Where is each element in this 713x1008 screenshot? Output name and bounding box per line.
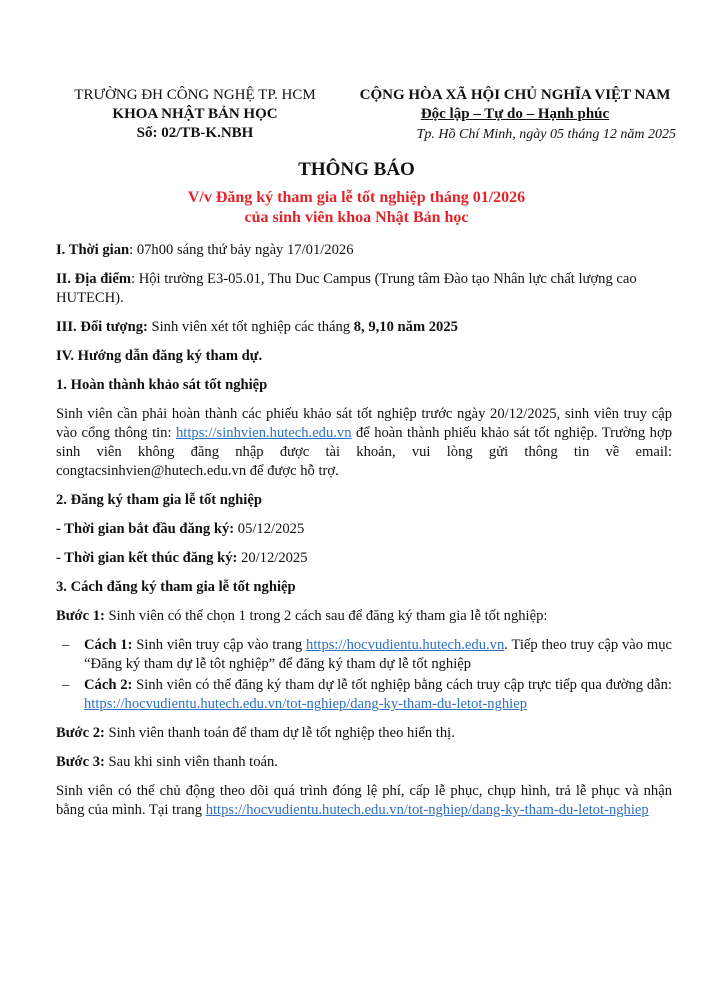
section-time-value: : 07h00 sáng thứ bảy ngày 17/01/2026 xyxy=(129,242,354,258)
survey-heading-text: 1. Hoàn thành khảo sát tốt nghiệp xyxy=(56,377,268,393)
option-1-text-2: . Tiếp theo truy cập vào mục “Đăng ký tham dự lễ tôt nghiệp” để đăng ký tham dự lễ tốt nghiệp xyxy=(84,637,672,672)
faculty-name: KHOA NHẬT BẢN HỌC xyxy=(112,106,278,122)
section-target-label: III. Đối tượng: xyxy=(56,319,148,335)
hocvudientu-link[interactable]: https://hocvudientu.hutech.edu.vn xyxy=(306,637,505,653)
subject-line-2: của sinh viên khoa Nhật Bản học xyxy=(244,209,469,226)
section-place-value: : Hội trường E3-05.01, Thu Duc Campus (Trung tâm Đào tạo Nhân lực chất lượng cao HUTECH). xyxy=(56,271,637,306)
national-motto: Độc lập – Tự do – Hạnh phúc xyxy=(420,106,610,122)
document-body xyxy=(56,241,672,830)
step-2-text: Sinh viên thanh toán để tham dự lễ tốt nghiệp theo hiển thị. xyxy=(104,725,455,741)
section-place-label: II. Địa điểm xyxy=(56,271,131,287)
register-start-value: 05/12/2025 xyxy=(234,521,305,537)
issue-date: Tp. Hồ Chí Minh, ngày 05 tháng 12 năm 2025 xyxy=(416,127,676,142)
option-1 xyxy=(62,636,672,674)
sinhvien-portal-link[interactable]: https://sinhvien.hutech.edu.vn xyxy=(176,425,352,441)
university-name: TRƯỜNG ĐH CÔNG NGHỆ TP. HCM xyxy=(74,87,316,103)
section-target-months: 8, 9,10 năm 2025 xyxy=(353,319,458,335)
step-3-label: Bước 3: xyxy=(56,754,105,770)
section-target-value: Sinh viên xét tốt nghiệp các tháng xyxy=(147,319,354,335)
step-3-text: Sau khi sinh viên thanh toán. xyxy=(104,754,278,770)
survey-text-2: để hoàn thành phiếu khảo sát tốt nghiệp. Trường hợp sinh viên không đăng nhập được tài khoản, vui lòng gửi thông tin về email: congtacsinhvien@hutech.edu.vn để được hỗ trợ. xyxy=(56,425,672,479)
subject-line-1: V/v Đăng ký tham gia lễ tốt nghiệp tháng 01/2026 xyxy=(187,189,526,206)
register-end-label: - Thời gian kết thúc đăng ký: xyxy=(56,550,238,566)
national-header xyxy=(340,86,690,144)
register-start-label: - Thời gian bắt đầu đăng ký: xyxy=(56,521,235,537)
document-title: THÔNG BÁO xyxy=(298,159,415,180)
tracking-link[interactable]: https://hocvudientu.hutech.edu.vn/tot-nghiep/dang-ky-tham-du-letot-nghiep xyxy=(205,802,649,818)
survey-paragraph xyxy=(56,405,672,481)
step-1-text: Sinh viên có thể chọn 1 trong 2 cách sau để đăng ký tham gia lễ tốt nghiệp: xyxy=(104,608,548,624)
survey-heading xyxy=(56,376,672,395)
issuer-block xyxy=(56,86,334,143)
section-target xyxy=(56,318,672,337)
option-2-text-1: Sinh viên có thể đăng ký tham dự lễ tốt nghiệp bằng cách truy cập trực tiếp qua đường dẫn: xyxy=(132,677,672,693)
registration-options xyxy=(56,636,672,714)
step-1 xyxy=(56,607,672,626)
closing-paragraph xyxy=(56,782,672,820)
option-2 xyxy=(62,676,672,714)
register-direct-link[interactable]: https://hocvudientu.hutech.edu.vn/tot-nghiep/dang-ky-tham-du-letot-nghiep xyxy=(84,696,527,712)
step-2 xyxy=(56,724,672,743)
step-1-label: Bước 1: xyxy=(56,608,105,624)
section-guide-label: IV. Hướng dẫn đăng ký tham dự. xyxy=(56,348,263,364)
document-number: Số: 02/TB-K.NBH xyxy=(136,125,254,141)
option-1-label: Cách 1: xyxy=(84,637,133,653)
step-2-label: Bước 2: xyxy=(56,725,105,741)
how-heading xyxy=(56,578,672,597)
dash-bullet-icon: – xyxy=(62,637,70,653)
register-heading-text: 2. Đăng ký tham gia lễ tốt nghiệp xyxy=(56,492,262,508)
document-subject xyxy=(0,188,713,228)
how-heading-text: 3. Cách đăng ký tham gia lễ tốt nghiệp xyxy=(56,579,296,595)
closing-text: Sinh viên có thể chủ động theo dõi quá trình đóng lệ phí, cấp lễ phục, chụp hình, trả lễ phục và nhận bằng của mình. Tại trang xyxy=(56,783,672,818)
option-1-text-1: Sinh viên truy cập vào trang xyxy=(132,637,307,653)
dash-bullet-icon: – xyxy=(62,677,70,693)
register-heading xyxy=(56,491,672,510)
register-end-value: 20/12/2025 xyxy=(237,550,308,566)
national-title: CỘNG HÒA XÃ HỘI CHỦ NGHĨA VIỆT NAM xyxy=(359,87,671,103)
section-place xyxy=(56,270,672,308)
section-time xyxy=(56,241,672,260)
register-start xyxy=(56,520,672,539)
option-2-label: Cách 2: xyxy=(84,677,133,693)
survey-text-1: Sinh viên cần phải hoàn thành các phiếu khảo sát tốt nghiệp trước ngày 20/12/2025, sinh viên truy cập vào cổng thông tin: xyxy=(56,406,672,441)
section-guide xyxy=(56,347,672,366)
register-end xyxy=(56,549,672,568)
section-time-label: I. Thời gian xyxy=(56,242,130,258)
step-3 xyxy=(56,753,672,772)
